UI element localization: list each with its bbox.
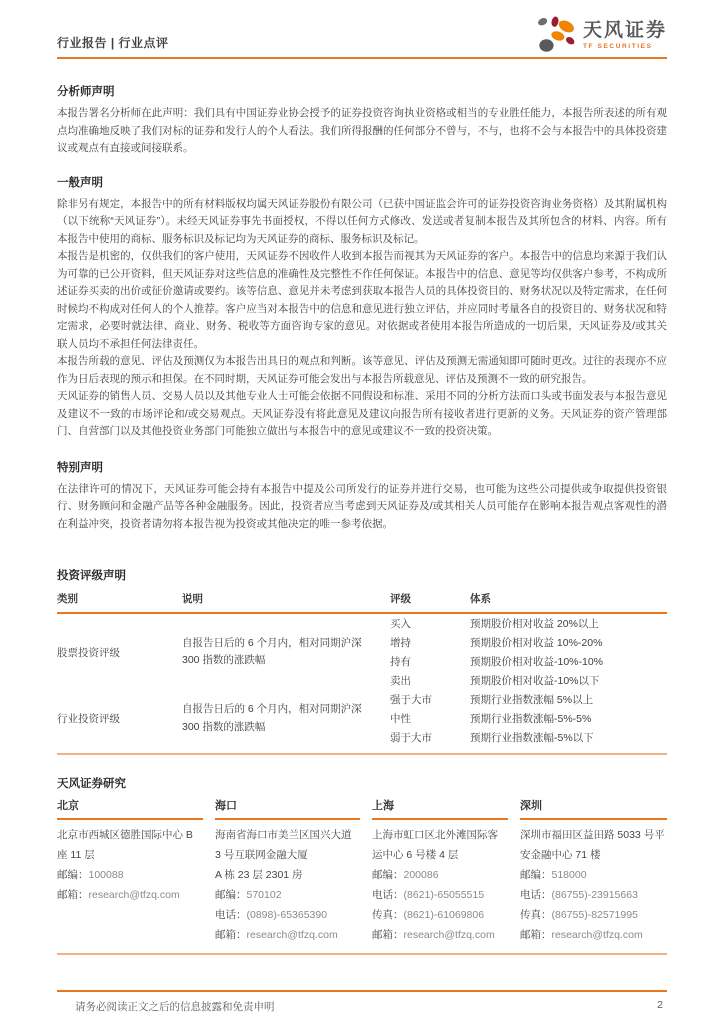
page-body (57, 83, 667, 955)
office-beijing (57, 797, 215, 945)
analyst-paragraphs (57, 105, 667, 158)
rating-system: 预期行业指数涨幅-5%以下 (470, 732, 594, 744)
office-contact-line (372, 825, 508, 865)
table-row (390, 709, 667, 728)
general-paragraphs (57, 196, 667, 441)
contact-label: 电话： (520, 889, 552, 901)
office-shenzhen (520, 797, 667, 945)
office-contact-line (57, 885, 203, 905)
tf-securities-logo (534, 16, 667, 54)
rating-name: 卖出 (390, 675, 411, 687)
contact-label: 上海市虹口区北外滩国际客运中心 6 号楼 4 层 (372, 829, 498, 861)
office-city: 海口 (215, 797, 360, 820)
section-analyst-statement (57, 83, 667, 158)
rating-group-stock (57, 614, 667, 690)
office-contact-line (520, 925, 667, 945)
rating-category: 行业投资评级 (57, 713, 120, 725)
breadcrumb: 行业报告 | 行业点评 (57, 36, 169, 50)
page-header (57, 0, 667, 59)
rating-description: 自报告日后的 6 个月内，相对同期沪深 300 指数的涨跌幅 (182, 703, 362, 733)
contact-value: research@tfzq.com (551, 929, 643, 941)
logo-company-name: 天风证券 (582, 19, 667, 41)
logo-subtitle: TF SECURITIES (582, 42, 653, 50)
rating-system: 预期股价相对收益 10%-20% (470, 637, 603, 649)
section-title-rating: 投资评级声明 (57, 570, 126, 582)
section-title-analyst: 分析师声明 (57, 86, 115, 98)
paragraph: 除非另有规定，本报告中的所有材料版权均属天风证券股份有限公司（已获中国证监会许可的证券投资咨询业务资格）及其附属机构（以下统称“天风证券”）。未经天风证券事先书面授权，不得以任何方式修改、发送或者复制本报告及其所包含的材料、内容。所有本报告中使用的商标、服务标识及标记均为天风证券的商标、服务标识及标记。 (57, 197, 667, 245)
rating-system: 预期行业指数涨幅 5%以上 (470, 694, 594, 706)
contact-value: (0898)-65365390 (246, 909, 328, 921)
rating-group-industry (57, 690, 667, 747)
contact-value: research@tfzq.com (403, 929, 495, 941)
paragraph: 本报告是机密的，仅供我们的客户使用，天风证券不因收件人收到本报告而视其为天风证券的客户。本报告中的信息均来源于我们认为可靠的已公开资料，但天风证券对这些信息的准确性及完整性不作任何保证。本报告中的信息、意见等均仅供客户参考，不构成所述证券买卖的出价或征价邀请或要约。该等信息、意见并未考虑到获取本报告人员的具体投资目的、财务状况以及特定需求，在任何时候均不构成对任何人的个人推荐。客户应当对本报告中的信息和意见进行独立评估，并应同时考量各自的投资目的、财务状况和特定需求，必要时就法律、商业、财务、税收等方面咨询专家的意见。对依据或者使用本报告所造成的一切后果，天风证券及/或其关联人员均不承担任何法律责任。 (57, 250, 667, 350)
office-contact-line (215, 885, 360, 905)
rating-system: 预期行业指数涨幅-5%-5% (470, 713, 592, 725)
contact-value: 570102 (246, 889, 282, 901)
contact-label: 深圳市福田区益田路 5033 号平安金融中心 71 楼 (520, 829, 665, 861)
contact-label: 邮编： (520, 869, 552, 881)
logo-text (583, 21, 667, 50)
office-lines (215, 820, 360, 945)
rating-system: 预期股价相对收益 20%以上 (470, 618, 599, 630)
paragraph: 本报告署名分析师在此声明：我们具有中国证券业协会授予的证券投资咨询执业资格或相当的专业胜任能力，本报告所表述的所有观点均准确地反映了我们对标的证券和发行人的个人看法。我们所得报酬的任何部分不曾与，不与，也将不会与本报告中的具体投资建议或观点有直接或间接联系。 (57, 107, 667, 154)
office-contact-line (520, 825, 667, 865)
rating-system: 预期股价相对收益-10%-10% (470, 656, 604, 668)
table-row (390, 671, 667, 690)
section-research-offices (57, 775, 667, 955)
table-row (390, 614, 667, 633)
contact-label: 邮编： (372, 869, 404, 881)
contact-label: A 栋 23 层 2301 房 (215, 869, 303, 881)
rating-rows-stock (390, 614, 667, 690)
contact-label: 传真： (372, 909, 404, 921)
rating-col-rating: 评级 (390, 593, 411, 605)
office-contact-line (372, 925, 508, 945)
rating-table-header (57, 589, 667, 614)
rating-name: 中性 (390, 713, 411, 725)
section-title-special: 特别声明 (57, 461, 103, 474)
office-contact-line (520, 865, 667, 885)
office-city: 深圳 (520, 797, 667, 820)
footer-disclaimer: 请务必阅读正文之后的信息披露和免责申明 (75, 1001, 275, 1013)
flower-petals-icon (534, 16, 576, 54)
office-haikou (215, 797, 372, 945)
offices-table (57, 797, 667, 955)
contact-label: 电话： (215, 909, 247, 921)
special-paragraphs (57, 481, 667, 534)
rating-category: 股票投资评级 (57, 646, 120, 659)
contact-label: 邮编： (57, 869, 89, 881)
paragraph: 在法律许可的情况下，天风证券可能会持有本报告中提及公司所发行的证券并进行交易，也可能为这些公司提供或争取提供投资银行、财务顾问和金融产品等各种金融服务。因此，投资者应当考虑到天风证券及/或其相关人员可能存在影响本报告观点客观性的潜在利益冲突，投资者请勿将本报告视为投资或其他决定的唯一参考依据。 (57, 482, 667, 530)
rating-name: 弱于大市 (390, 732, 432, 744)
paragraph: 天风证券的销售人员、交易人员以及其他专业人士可能会依据不同假设和标准、采用不同的分析方法而口头或书面发表与本报告意见及建议不一致的市场评论和/或交易观点。天风证券没有将此意见及建议向报告所有接收者进行更新的义务。天风证券的资产管理部门、自营部门以及其他投资业务部门可能独立做出与本报告中的意见或建议不一致的投资决策。 (57, 390, 667, 437)
rating-table (57, 589, 667, 755)
office-lines (520, 820, 667, 945)
contact-label: 电话： (372, 889, 404, 901)
office-contact-line (372, 865, 508, 885)
office-contact-line (372, 905, 508, 925)
office-city: 上海 (372, 797, 508, 820)
rating-name: 持有 (390, 656, 411, 668)
contact-value: research@tfzq.com (88, 889, 180, 901)
rating-rows-industry (390, 690, 667, 747)
contact-value: (8621)-61069806 (403, 909, 485, 921)
office-shanghai (372, 797, 520, 945)
contact-value: (86755)-23915663 (551, 889, 638, 901)
contact-value: 518000 (551, 869, 587, 881)
contact-label: 邮箱： (215, 929, 247, 941)
contact-value: (86755)-82571995 (551, 909, 638, 921)
contact-label: 邮箱： (372, 929, 404, 941)
office-contact-line (520, 885, 667, 905)
rating-col-category: 类别 (57, 593, 78, 605)
page-number: 2 (657, 999, 663, 1011)
contact-label: 邮箱： (520, 929, 552, 941)
contact-label: 传真： (520, 909, 552, 921)
rating-name: 增持 (390, 637, 411, 649)
office-contact-line (215, 865, 360, 885)
contact-value: research@tfzq.com (246, 929, 338, 941)
contact-label: 邮箱： (57, 889, 89, 901)
contact-label: 海南省海口市美兰区国兴大道 3 号互联网金融大厦 (215, 829, 352, 861)
rating-col-system: 体系 (470, 593, 491, 605)
rating-system: 预期股价相对收益-10%以下 (470, 675, 600, 687)
office-lines (57, 820, 203, 905)
table-row (390, 728, 667, 747)
section-general-statement (57, 174, 667, 441)
contact-value: (8621)-65055515 (403, 889, 485, 901)
rating-col-description: 说明 (182, 593, 203, 605)
table-row (390, 633, 667, 652)
office-contact-line (372, 885, 508, 905)
office-contact-line (57, 825, 203, 865)
contact-value: 200086 (403, 869, 439, 881)
office-contact-line (215, 925, 360, 945)
rating-name: 买入 (390, 618, 411, 630)
section-rating-statement (57, 567, 667, 755)
office-contact-line (520, 905, 667, 925)
section-title-general: 一般声明 (57, 176, 103, 189)
office-contact-line (215, 825, 360, 865)
section-special-statement (57, 459, 667, 534)
paragraph: 本报告所载的意见、评估及预测仅为本报告出具日的观点和判断。该等意见、评估及预测无需通知即可随时更改。过往的表现亦不应作为日后表现的预示和担保。在不同时期，天风证券可能会发出与本报告所载意见、评估及预测不一致的研究报告。 (57, 355, 667, 385)
office-lines (372, 820, 508, 945)
contact-label: 邮编： (215, 889, 247, 901)
office-contact-line (215, 905, 360, 925)
contact-label: 北京市西城区德胜国际中心 B 座 11 层 (57, 829, 193, 861)
section-title-research: 天风证券研究 (57, 778, 126, 790)
office-city: 北京 (57, 797, 203, 820)
page-footer (57, 990, 667, 1014)
office-contact-line (57, 865, 203, 885)
table-row (390, 690, 667, 709)
contact-value: 100088 (88, 869, 124, 881)
rating-name: 强于大市 (390, 694, 432, 706)
rating-description: 自报告日后的 6 个月内，相对同期沪深 300 指数的涨跌幅 (182, 636, 362, 666)
table-row (390, 652, 667, 671)
